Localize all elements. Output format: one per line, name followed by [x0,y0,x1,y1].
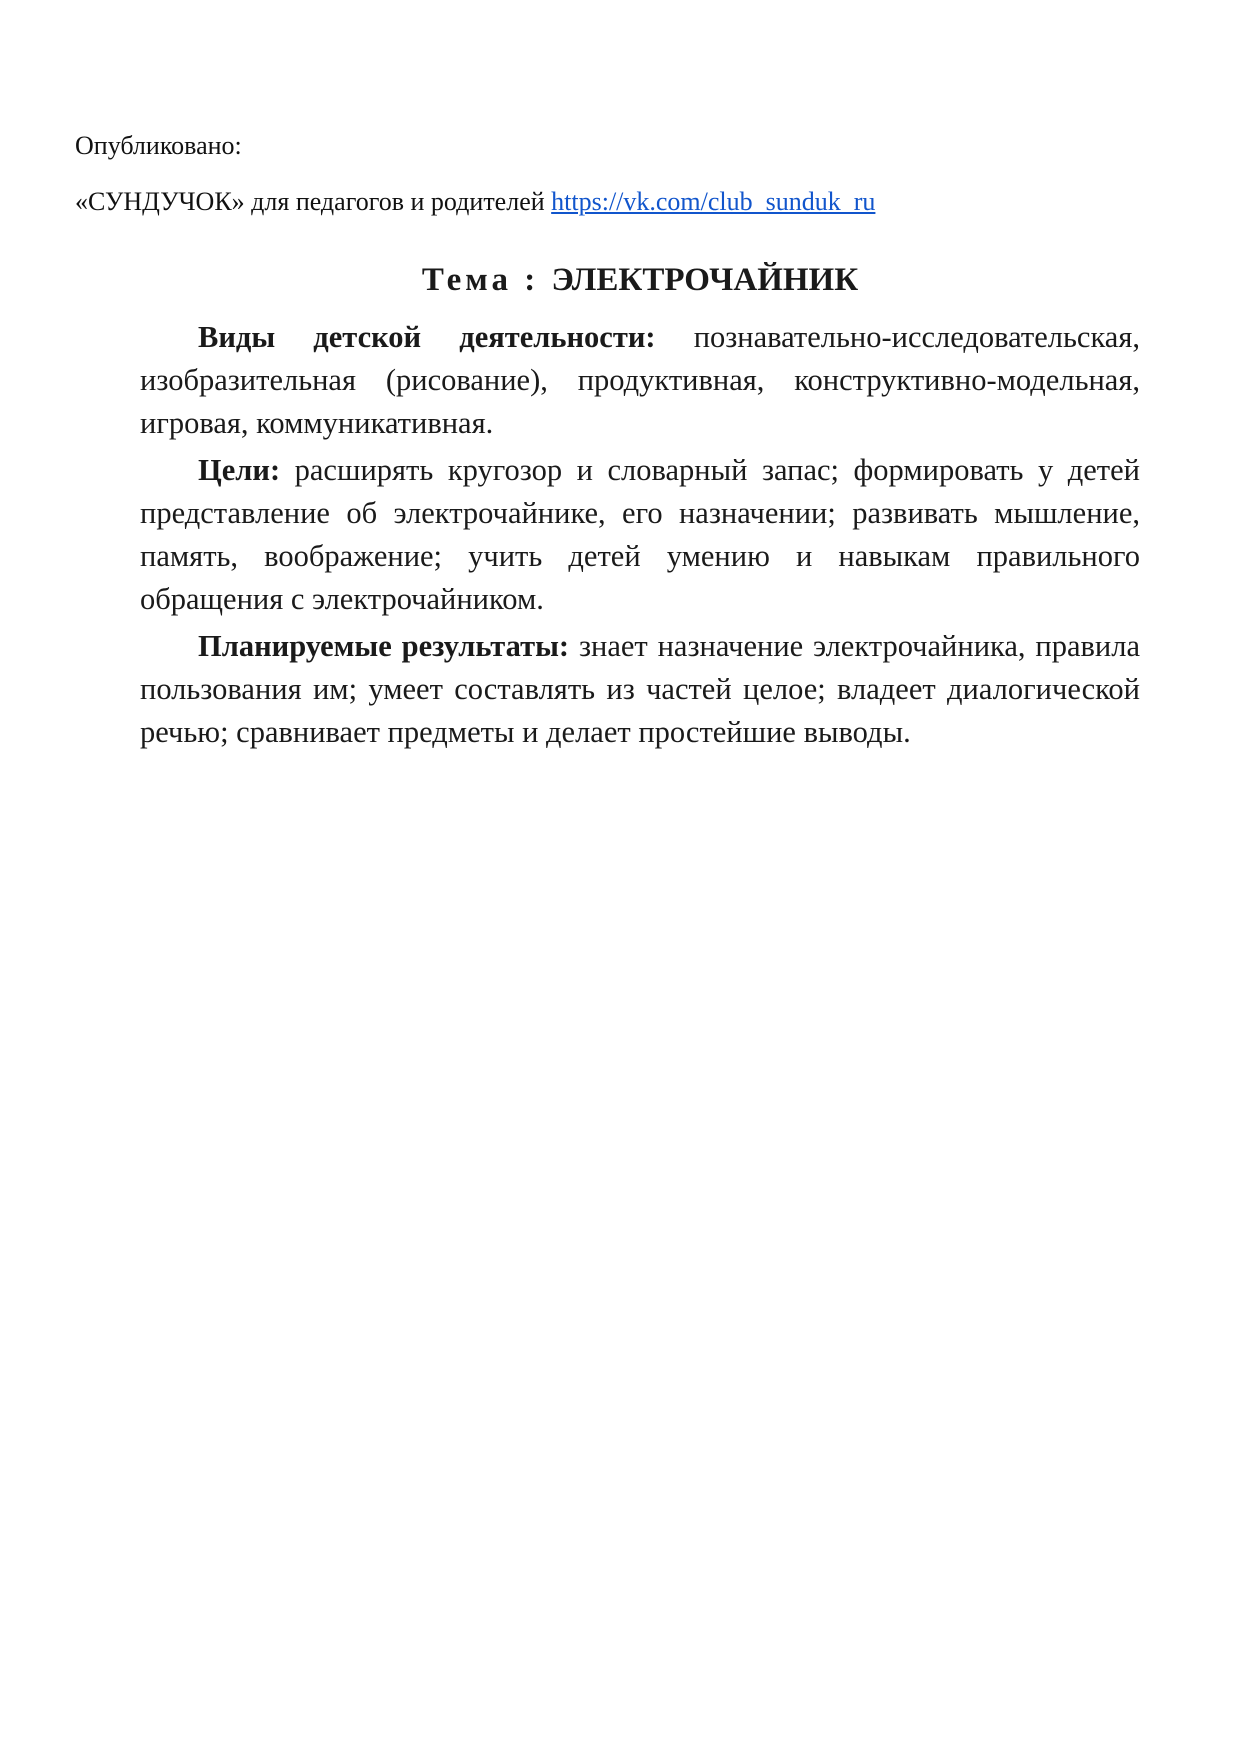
page-title [140,258,1140,302]
section-text: расширять кругозор и словарный запас; формировать у детей представление об электрочайнике, его назначении; развивать мышление, память, воображение; учить детей умению и навыкам правильного обращения с электрочайником. [140,453,1140,616]
title-main: ЭЛЕКТРОЧАЙНИК [551,262,859,298]
section-label: Цели: [198,453,295,487]
section-label: Планируемые результаты: [198,629,579,663]
published-label: Опубликовано: [75,131,242,160]
section-goals [140,449,1140,621]
published-source-line [75,186,875,218]
section-text: знает назначение электрочайника, правила пользования им; умеет составлять из частей целое; владеет диалогической речью; сравнивает предметы и делает простейшие выводы. [140,629,1140,749]
section-label: Виды детской деятельности: [198,320,694,354]
scanned-content [140,258,1140,758]
source-link[interactable]: https://vk.com/club_sunduk_ru [551,187,876,216]
title-prefix: Тема : [421,262,552,298]
section-text: познавательно-исследовательская, изобразительная (рисование), продуктивная, конструктивно-модельная, игровая, коммуникативная. [140,320,1140,440]
section-results [140,625,1140,754]
source-name: «СУНДУЧОК» для педагогов и родителей [75,187,545,216]
section-activities [140,316,1140,445]
